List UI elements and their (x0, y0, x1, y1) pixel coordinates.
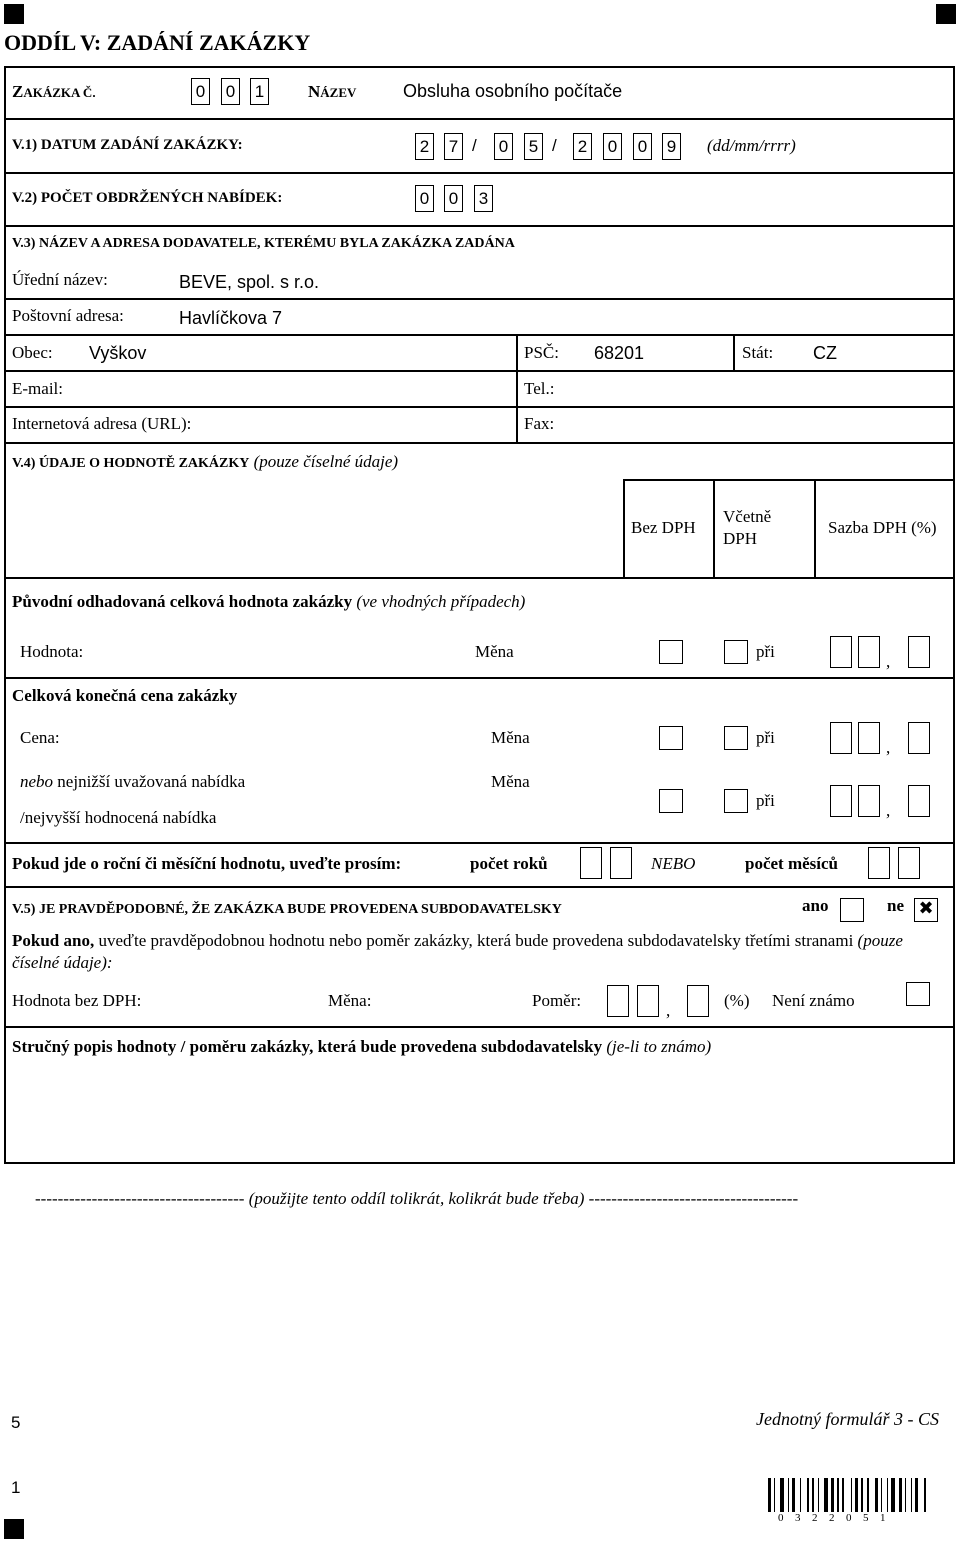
lowest-offer-label: nebo nejnižší uvažovaná nabídka (20, 772, 246, 791)
award-date-label: V.1) DATUM ZADÁNÍ ZAKÁZKY: (12, 137, 243, 153)
sub-page-number: 1 (11, 1478, 21, 1497)
decimal-comma: , (886, 738, 891, 757)
subcontract-description-area[interactable] (10, 1062, 948, 1158)
column-divider (814, 479, 816, 577)
barcode-bar (899, 1478, 902, 1512)
date-month-digit[interactable]: 0 (494, 133, 513, 160)
years-digit-box[interactable] (580, 847, 602, 879)
value-excl-vat-box[interactable] (659, 640, 683, 664)
barcode-bar (911, 1478, 912, 1512)
vat-rate-digit-box[interactable] (830, 636, 852, 668)
vat-rate-digit-box[interactable] (858, 722, 880, 754)
registration-mark-bottom-left (4, 1519, 24, 1539)
currency-label: Měna (475, 642, 514, 661)
fax-label: Fax: (524, 414, 555, 433)
row-divider (4, 1026, 955, 1028)
barcode-bar (831, 1478, 834, 1512)
row-divider (4, 886, 955, 888)
barcode-bar (875, 1478, 878, 1512)
if-yes-text: Pokud ano, uveďte pravděpodobnou hodnotu nebo poměr zakázky, která bude provedena subdodavatelsky třetími stranami (pouze číselné údaje): (12, 931, 903, 972)
date-month-digit[interactable]: 5 (524, 133, 543, 160)
annual-value-text: Pokud jde o roční či měsíční hodnotu, uveďte prosím: (12, 854, 402, 873)
vat-rate-decimal-box[interactable] (908, 785, 930, 817)
form-name: Jednotný formulář 3 - CS (756, 1409, 939, 1429)
col-incl-vat-line1: Včetně (723, 507, 772, 526)
currency-label: Měna (491, 728, 530, 747)
barcode-bar (924, 1478, 925, 1512)
price-incl-vat-box[interactable] (724, 726, 748, 750)
registration-mark-top-right (936, 4, 956, 24)
contract-number-digit[interactable]: 0 (191, 78, 210, 105)
row-divider (4, 334, 955, 336)
unknown-checkbox[interactable] (906, 982, 930, 1006)
date-separator: / (472, 136, 477, 155)
ratio-digit-box[interactable] (637, 985, 659, 1017)
city-value[interactable]: Vyškov (89, 343, 147, 363)
frame-left (4, 66, 6, 1164)
value-header: V.4) ÚDAJE O HODNOTĚ ZAKÁZKY (pouze číselné údaje) (12, 452, 399, 471)
value-excl-vat-label: Hodnota bez DPH: (12, 991, 142, 1010)
at-rate-label: při (756, 642, 775, 661)
repeat-section-note: ------------------------------------- (použijte tento oddíl tolikrát, kolikrát bude třeba) ------------------------------------- (35, 1189, 799, 1208)
subcontract-header: V.5) JE PRAVDĚPODOBNÉ, ŽE ZAKÁZKA BUDE PROVEDENA SUBDODAVATELSKY (12, 902, 562, 917)
contract-number-digit[interactable]: 0 (221, 78, 240, 105)
barcode-bar (905, 1478, 906, 1512)
percent-label: (%) (724, 991, 750, 1010)
tel-label: Tel.: (524, 379, 555, 398)
decimal-comma: , (886, 652, 891, 671)
col-incl-vat-line2: DPH (723, 529, 758, 548)
offers-count-digit[interactable]: 0 (415, 185, 434, 212)
row-divider (4, 577, 955, 579)
years-digit-box[interactable] (610, 847, 632, 879)
original-value-title: Původní odhadovaná celková hodnota zakázky (ve vhodných případech) (12, 592, 526, 611)
supplier-header: V.3) NÁZEV A ADRESA DODAVATELE, KTERÉMU BYLA ZAKÁZKA ZADÁNA (12, 236, 515, 251)
barcode (768, 1478, 948, 1512)
no-label: ne (887, 896, 904, 915)
barcode-bar (807, 1478, 808, 1512)
vat-rate-digit-box[interactable] (858, 785, 880, 817)
currency-label: Měna (491, 772, 530, 791)
page-number: 5 (11, 1413, 21, 1432)
frame-top (4, 66, 955, 68)
date-year-digit[interactable]: 0 (603, 133, 622, 160)
at-rate-label: při (756, 728, 775, 747)
barcode-bar (812, 1478, 815, 1512)
yes-label: ano (802, 896, 829, 915)
barcode-bar (788, 1478, 789, 1512)
row-divider (4, 225, 955, 227)
barcode-bar (824, 1478, 828, 1512)
yes-checkbox[interactable] (840, 898, 864, 922)
years-label: počet roků (470, 854, 548, 873)
row-divider (4, 298, 955, 300)
official-name-label: Úřední název: (12, 270, 108, 289)
country-label: Stát: (742, 343, 774, 362)
row-divider (4, 118, 955, 120)
registration-mark-top-left (4, 4, 24, 24)
barcode-bar (855, 1478, 858, 1512)
zip-value[interactable]: 68201 (594, 343, 645, 363)
barcode-bar (861, 1478, 862, 1512)
barcode-bar (887, 1478, 888, 1512)
barcode-bar (842, 1478, 845, 1512)
ratio-label: Poměr: (532, 991, 582, 1010)
barcode-bar (891, 1478, 895, 1512)
decimal-comma: , (666, 1001, 671, 1020)
contract-number-digit[interactable]: 1 (250, 78, 269, 105)
barcode-bar (837, 1478, 838, 1512)
barcode-bar (867, 1478, 868, 1512)
city-label: Obec: (12, 343, 53, 362)
offers-count-digit[interactable]: 0 (444, 185, 463, 212)
barcode-bar (881, 1478, 882, 1512)
offer-excl-vat-box[interactable] (659, 789, 683, 813)
ratio-digit-box[interactable] (607, 985, 629, 1017)
ratio-decimal-box[interactable] (687, 985, 709, 1017)
row-divider (4, 370, 955, 372)
no-checkbox[interactable] (914, 898, 938, 922)
date-year-digit[interactable]: 9 (662, 133, 681, 160)
row-divider (4, 406, 955, 408)
postal-address-value[interactable]: Havlíčkova 7 (179, 308, 283, 328)
decimal-comma: , (886, 801, 891, 820)
row-divider (4, 172, 955, 174)
months-digit-box[interactable] (868, 847, 890, 879)
barcode-digits: 0 3 2 2 0 5 1 (778, 1512, 888, 1524)
row-divider (4, 442, 955, 444)
frame-bottom (4, 1162, 955, 1164)
column-divider (733, 334, 735, 370)
barcode-bar (768, 1478, 771, 1512)
barcode-bar (851, 1478, 852, 1512)
vat-rate-digit-box[interactable] (858, 636, 880, 668)
url-label: Internetová adresa (URL): (12, 414, 192, 433)
vat-rate-digit-box[interactable] (830, 722, 852, 754)
barcode-bar (915, 1478, 918, 1512)
email-label: E-mail: (12, 379, 63, 398)
vat-rate-decimal-box[interactable] (908, 636, 930, 668)
date-format-hint: (dd/mm/rrrr) (707, 136, 796, 155)
value-incl-vat-box[interactable] (724, 640, 748, 664)
unknown-label: Není známo (772, 991, 855, 1010)
contract-name-label: NÁZEV (308, 82, 357, 101)
zip-label: PSČ: (524, 343, 559, 362)
barcode-bar (818, 1478, 819, 1512)
postal-address-label: Poštovní adresa: (12, 306, 124, 325)
col-vat-rate: Sazba DPH (%) (828, 518, 937, 537)
date-day-digit[interactable]: 7 (444, 133, 463, 160)
section-title: ODDÍL V: ZADÁNÍ ZAKÁZKY (4, 30, 311, 55)
subcontract-description-label: Stručný popis hodnoty / poměru zakázky, která bude provedena subdodavatelsky (je-li to známo) (12, 1037, 712, 1056)
official-name-value[interactable]: BEVE, spol. s r.o. (179, 272, 320, 292)
column-divider (713, 479, 715, 577)
check-mark-icon: ✖ (918, 898, 934, 919)
offer-incl-vat-box[interactable] (724, 789, 748, 813)
column-divider (516, 334, 518, 442)
col-excl-vat: Bez DPH (631, 518, 696, 537)
months-digit-box[interactable] (898, 847, 920, 879)
at-rate-label: při (756, 791, 775, 810)
months-label: počet měsíců (745, 854, 839, 873)
date-year-digit[interactable]: 0 (633, 133, 652, 160)
date-separator: / (552, 136, 557, 155)
barcode-bar (774, 1478, 775, 1512)
subcontract-currency-label: Měna: (328, 991, 372, 1010)
barcode-bar (800, 1478, 801, 1512)
country-value[interactable]: CZ (813, 343, 837, 363)
or-label: NEBO (651, 854, 696, 873)
frame-right (953, 66, 955, 1164)
contract-name-value[interactable]: Obsluha osobního počítače (403, 81, 623, 101)
vat-rate-digit-box[interactable] (830, 785, 852, 817)
highest-offer-label: /nejvyšší hodnocená nabídka (20, 808, 217, 827)
vat-rate-decimal-box[interactable] (908, 722, 930, 754)
row-divider (4, 677, 955, 679)
barcode-bar (792, 1478, 795, 1512)
row-divider (4, 842, 955, 844)
price-label: Cena: (20, 728, 60, 747)
hodnota-label: Hodnota: (20, 642, 84, 661)
date-day-digit[interactable]: 2 (415, 133, 434, 160)
contract-number-label: ZAKÁZKA Č. (12, 82, 96, 101)
offers-count-label: V.2) POČET OBDRŽENÝCH NABÍDEK: (12, 190, 283, 206)
offers-count-digit[interactable]: 3 (474, 185, 493, 212)
barcode-bar (780, 1478, 784, 1512)
price-excl-vat-box[interactable] (659, 726, 683, 750)
final-price-title: Celková konečná cena zakázky (12, 686, 238, 705)
date-year-digit[interactable]: 2 (573, 133, 592, 160)
